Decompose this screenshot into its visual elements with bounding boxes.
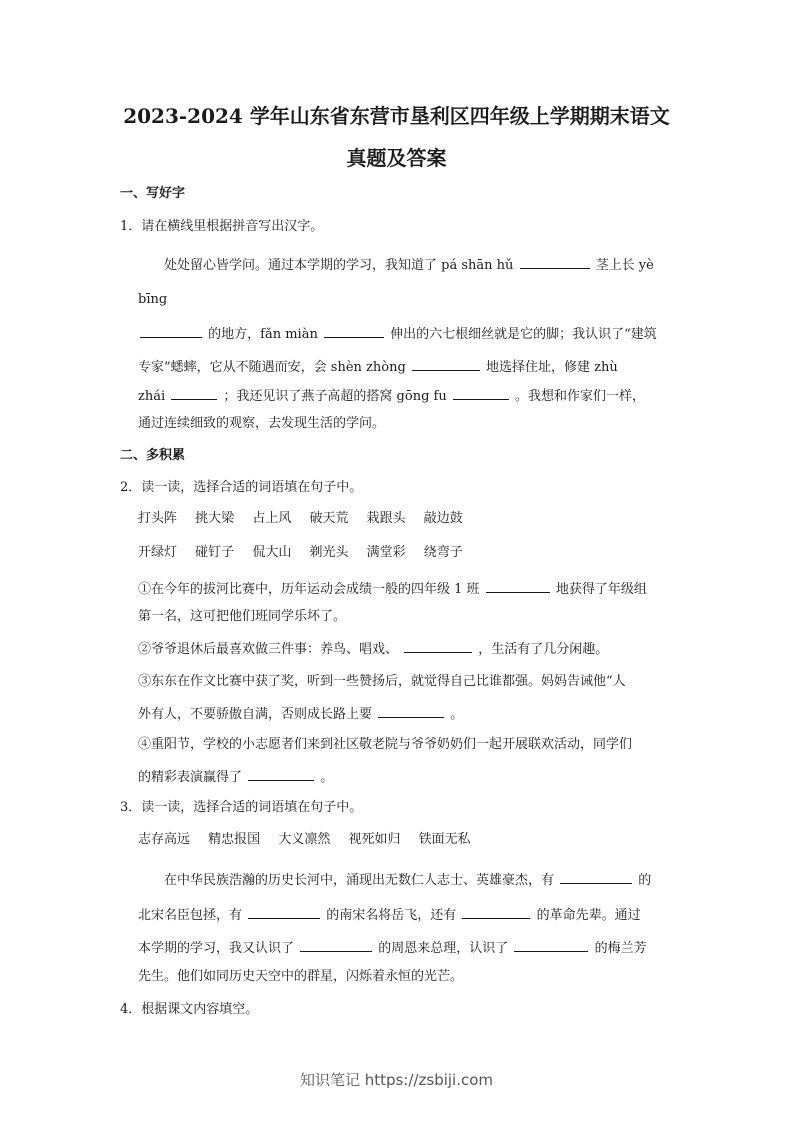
q3-paragraph-line2 (138, 904, 641, 926)
answer-blank[interactable] (404, 638, 472, 653)
answer-blank[interactable] (520, 254, 590, 269)
q1-text: zhái (138, 389, 166, 404)
answer-blank[interactable] (560, 869, 632, 884)
q2-item-4-line2 (138, 766, 333, 788)
footer-watermark: 知识笔记 https://zsbiji.com (299, 1071, 494, 1089)
q1-paragraph-line4 (138, 356, 618, 378)
question-1-prompt: 1．请在横线里根据拼音写出汉字。 (120, 219, 324, 234)
q2-text: 地获得了年级组 (555, 582, 647, 597)
word-option: 打头阵 (138, 511, 178, 526)
q3-text: 北宋名臣包拯，有 (138, 908, 243, 923)
word-option: 大义凛然 (278, 832, 331, 847)
q1-text: ；我还见识了燕子高超的搭窝 gōng fu (223, 389, 447, 404)
q2-item-1-line2: 第一名，这可把他们班同学乐坏了。 (138, 609, 347, 624)
q1-text: 地选择住址，修建 zhù (486, 360, 618, 375)
question-3-prompt: 3．读一读，选择合适的词语填在句子中。 (120, 800, 363, 815)
answer-blank[interactable] (324, 323, 384, 338)
word-option: 占上风 (252, 511, 292, 526)
q3-text: 的革命先辈。通过 (536, 908, 641, 923)
doc-title-line2: 真题及答案 (346, 146, 447, 170)
q2-item-3-line1: ③东东在作文比赛中获了奖，听到一些赞扬后，就觉得自己比谁都强。妈妈告诫他“人 (138, 674, 626, 689)
q2-item-1-line1 (138, 578, 647, 600)
q1-text: 伸出的六七根细丝就是它的脚；我认识了“建筑 (390, 327, 657, 342)
q1-text: 茎上长 yè (595, 258, 654, 273)
answer-blank[interactable] (453, 385, 509, 400)
q3-text: 的 (638, 873, 652, 888)
q1-text: 专家”蟋蟀，它从不随遇而安，会 shèn zhòng (138, 360, 406, 375)
answer-blank[interactable] (412, 356, 480, 371)
q3-text: 本学期的学习，我又认识了 (138, 941, 295, 956)
section-heading-2: 二、多积累 (120, 448, 186, 463)
answer-blank[interactable] (514, 937, 588, 952)
word-option: 满堂彩 (366, 545, 406, 560)
question-4-prompt: 4．根据课文内容填空。 (120, 1002, 259, 1017)
q2-text: 。 (450, 707, 464, 722)
word-option: 视死如归 (348, 832, 401, 847)
q3-text: 的南宋名将岳飞，还有 (326, 908, 457, 923)
q1-paragraph-line3 (138, 323, 657, 345)
q1-paragraph-line1 (164, 254, 654, 276)
word-option: 开绿灯 (138, 545, 178, 560)
q3-paragraph-line4: 先生。他们如同历史天空中的群星，闪烁着永恒的光芒。 (138, 969, 464, 984)
q2-text: 。 (320, 770, 334, 785)
word-option: 侃大山 (252, 545, 292, 560)
word-option: 敲边鼓 (423, 511, 463, 526)
q2-text: ，生活有了几分闲趣。 (478, 642, 609, 657)
q3-paragraph-line3 (138, 937, 647, 959)
q2-item-4-line1: ④重阳节，学校的小志愿者们来到社区敬老院与爷爷奶奶们一起开展联欢活动，同学们 (138, 737, 633, 752)
word-option: 剃光头 (309, 545, 349, 560)
q3-text: 的梅兰芳 (594, 941, 647, 956)
q3-text: 在中华民族浩瀚的历史长河中，涌现出无数仁人志士、英雄豪杰，有 (164, 873, 555, 888)
answer-blank[interactable] (300, 937, 372, 952)
q1-paragraph-line5 (138, 385, 645, 407)
q2-text: 外有人，不要骄傲自满，否则成长路上要 (138, 707, 373, 722)
word-option: 志存高远 (138, 832, 191, 847)
answer-blank[interactable] (378, 703, 444, 718)
word-option: 绕弯子 (423, 545, 463, 560)
q1-text: 的地方，fǎn miàn (208, 327, 318, 342)
word-option: 破天荒 (309, 511, 349, 526)
q2-item-3-line2 (138, 703, 463, 725)
word-option: 铁面无私 (418, 832, 471, 847)
section-heading-1: 一、写好字 (120, 186, 186, 201)
answer-blank[interactable] (248, 766, 314, 781)
q2-text: ①在今年的拔河比赛中，历年运动会成绩一般的四年级 1 班 (138, 582, 480, 597)
word-bank-row-1 (138, 509, 477, 529)
answer-blank[interactable] (140, 323, 202, 338)
q2-text: ②爷爷退休后最喜欢做三件事：养鸟、唱戏、 (138, 642, 399, 657)
q1-text: 处处留心皆学问。通过本学期的学习，我知道了 pá shān hǔ (164, 258, 514, 273)
answer-blank[interactable] (486, 578, 550, 593)
word-option: 栽跟头 (366, 511, 406, 526)
q3-paragraph-line1 (164, 869, 651, 891)
doc-title-line1: 2023-2024 学年山东省东营市垦利区四年级上学期期末语文 (123, 104, 670, 128)
answer-blank[interactable] (248, 904, 320, 919)
q1-paragraph-line6: 通过连续细致的观察，去发现生活的学问。 (138, 416, 386, 431)
word-bank-q3 (138, 830, 485, 850)
question-2-prompt: 2．读一读，选择合适的词语填在句子中。 (120, 480, 363, 495)
q1-paragraph-line2: bīng (138, 292, 168, 307)
q1-text: 。我想和作家们一样， (515, 389, 646, 404)
q2-item-2 (138, 638, 608, 660)
q3-text: 的周恩来总理，认识了 (378, 941, 509, 956)
word-option: 碰钉子 (195, 545, 235, 560)
q2-text: 的精彩表演赢得了 (138, 770, 243, 785)
word-bank-row-2 (138, 543, 477, 563)
answer-blank[interactable] (462, 904, 530, 919)
answer-blank[interactable] (171, 385, 217, 400)
word-option: 挑大梁 (195, 511, 235, 526)
word-option: 精忠报国 (208, 832, 261, 847)
